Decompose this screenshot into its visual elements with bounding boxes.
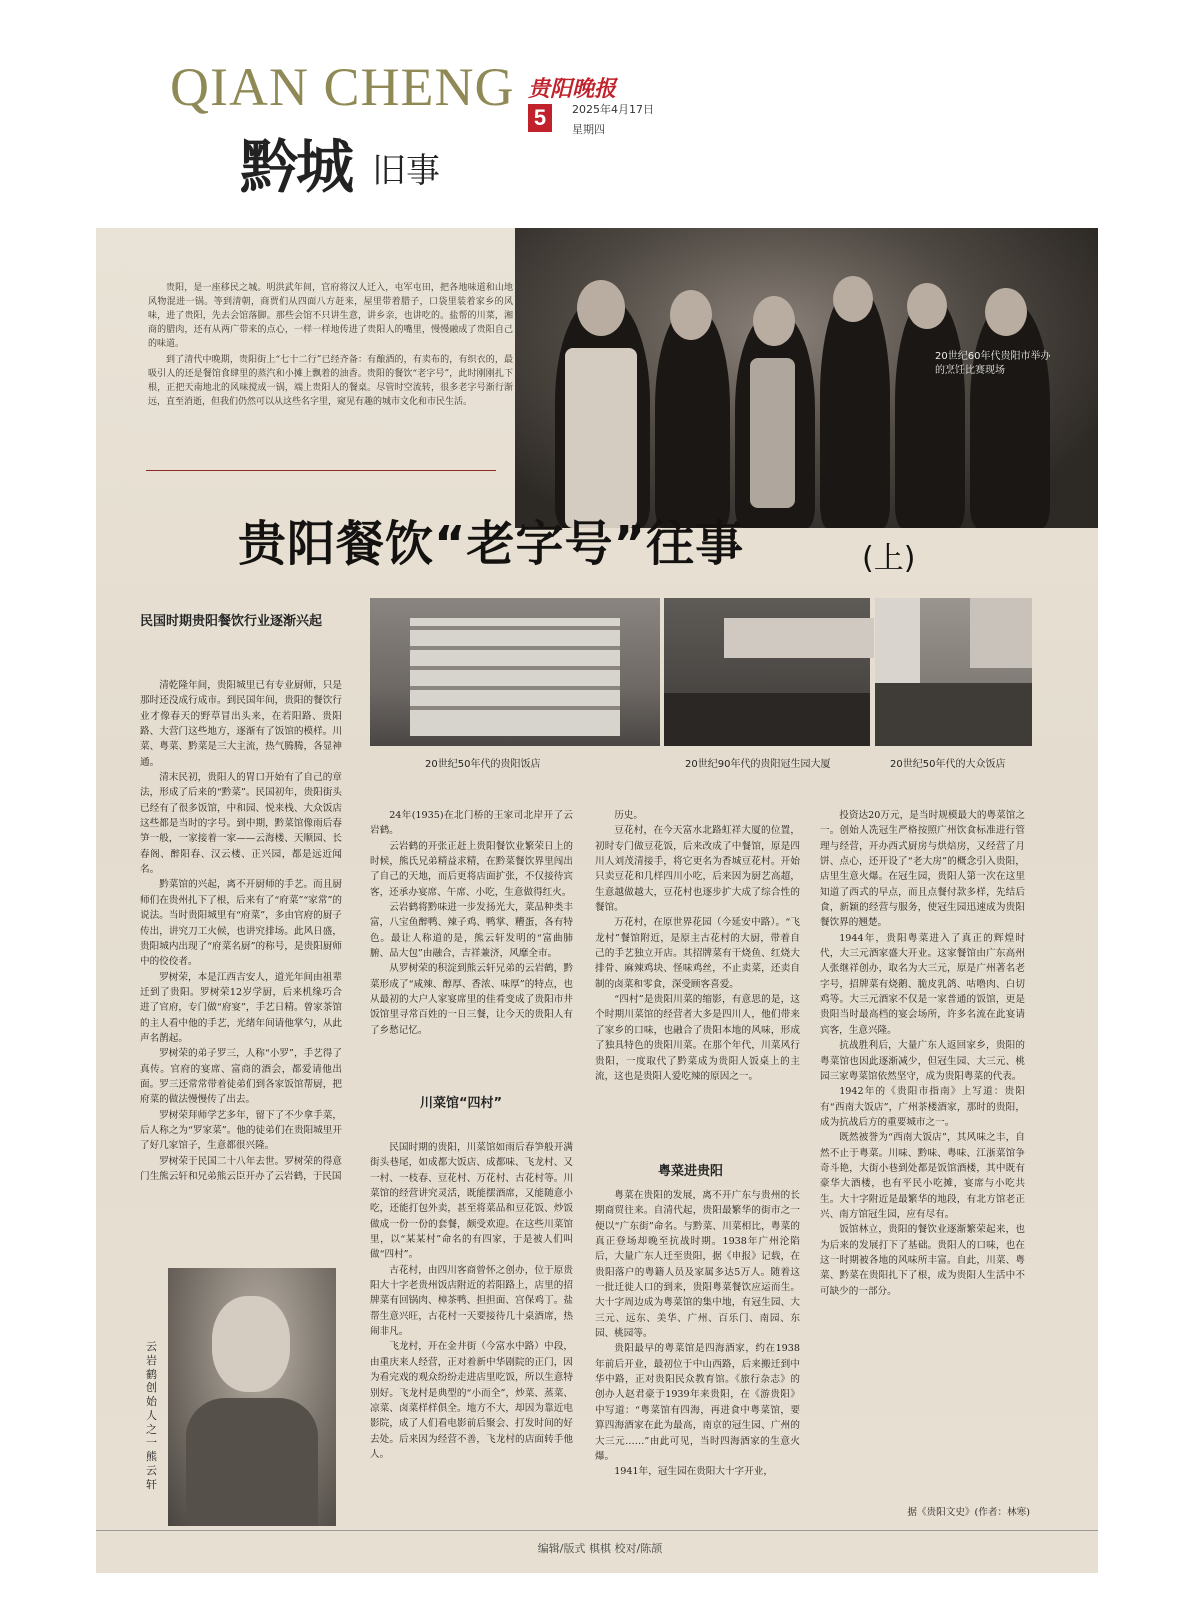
paragraph: “四村”是贵阳川菜的缩影，有意思的是，这个时期川菜馆的经营者大多是四川人，他们带来了家乡的口味，也融合了贵阳本地的风味，形成了独具特色的贵阳川菜。在那个年代，川菜风行贵阳，一度取代了黔菜成为贵阳人饭桌上的主流，这也是贵阳人爱吃辣的原因之一。 [595, 994, 800, 1082]
article-column-4 [820, 808, 1025, 1498]
paragraph: 古花村，由四川客商曾怀之创办，位于原贵阳大十字老贵州饭店附近的若阳路上，店里的招牌菜有回锅肉、樟茶鸭、担担面、宫保鸡丁。盐帮生意兴旺，古花村一天要接待几十桌酒席，热闹非凡。 [370, 1264, 573, 1338]
photo-caption: 20世纪50年代的大众饭店 [890, 759, 1006, 770]
paragraph: 清末民初，贵阳人的胃口开始有了自己的章法，形成了后来的“黔菜”。民国初年，贵阳街头已经有了很多饭馆，中和园、悦来栈、大众饭店这些都是当时的字号。到中期，黔菜馆像雨后春笋一般，一家接着一家——云海楼、天顺园、长春阁、醉阳春、汉云楼、正兴园，都是远近闻名。 [140, 772, 342, 876]
paragraph: 粤菜在贵阳的发展，离不开广东与贵州的长期商贸往来。自清代起，贵阳最繁华的街市之一便以“广东街”命名。与黔菜、川菜相比，粤菜的真正登场却晚至抗战时期。1938年广州沦陷后，大量广东人迁至贵阳，据《申报》记载，在贵阳落户的粤籍人员及家属多达5万人。随着这一批迁徙人口的到来，贵阳粤菜餐饮应运而生。大十字周边成为粤菜馆的集中地，有冠生园、大三元、远东、美华、广州、百乐门、南园、东园、桃园等。 [595, 1190, 800, 1340]
intro-text [148, 282, 513, 411]
column-subtitle: 旧事 [372, 151, 440, 191]
paragraph: 民国时期的贵阳，川菜馆如雨后春笋般开满街头巷尾，如成都大饭店、成都味、飞龙村、又一村、一枝春、豆花村、万花村、古花村等。川菜馆的经营讲究灵活，既能摆酒席，又能随意小吃，还能打包外卖，甚至将菜品和豆花饭、炒饭做成一份一份的套餐，颇受欢迎。在这些川菜馆里，以“某某村”命名的有四家，于是被人们叫做“四村”。 [370, 1142, 573, 1261]
intro-paragraph: 贵阳，是一座移民之城。明洪武年间，官府将汉人迁入，屯军屯田，把各地味道和山地风物混进一锅。等到清朝，商贾们从四面八方赶来，屋里带着腊子，口袋里装着家乡的风味，进了贵阳，先去会馆落脚。那些会馆不只讲生意，讲乡亲，也讲吃的。盐帮的川菜，湘商的腊肉，还有从两广带来的点心，一样一样地传进了贵阳人的嘴里，慢慢融成了贵阳自己的味道。 [148, 283, 513, 349]
column-name: 黔城 [240, 133, 353, 201]
photo-guanshengyuan-building [664, 598, 870, 746]
issue-date: 2025年4月17日 [572, 103, 654, 116]
paragraph: 投资达20万元，是当时规模最大的粤菜馆之一。创始人冼冠生严格按照广州饮食标准进行管理与经营，开办西式厨房与烘焙房，又经营了月饼、点心，还开设了“老大房”的概念引入贵阳，店里生意火爆。在冠生园，贵阳人第一次在这里知道了西式的早点，而且点餐付款多样，先结后食，新颖的经营与服务，使冠生园迅速成为贵阳餐饮界的翘楚。 [820, 810, 1025, 929]
paragraph: 黔菜馆的兴起，离不开厨师的手艺。而且厨师们在贵州扎下了根，后来有了“府菜”“家常”的说法。当时贵阳城里有“府菜”，多由官府的厨子传出，讲究刀工火候，也讲究排场。此风日盛，贵阳城内出现了“府菜名厨”的称号，是贵阳厨师中的佼佼者。 [140, 879, 342, 968]
paragraph: 1944年，贵阳粤菜进入了真正的辉煌时代，大三元酒家盛大开业。这家餐馆由广东高州人张继祥创办，取名为大三元，原是广州著名老字号，招牌菜有烧鹅、脆皮乳鸽、咕噜肉、白切鸡等。大三元酒家不仅是一家普通的饭馆，更是贵阳当时最高档的宴会场所，许多名流在此宴请宾客，生意兴隆。 [820, 932, 1025, 1036]
headline: 贵阳餐饮“老字号”往事 [238, 516, 745, 572]
section-title: 民国时期贵阳餐饮行业逐渐兴起 [140, 614, 323, 629]
paragraph: 万花村，在原世界花园（今延安中路）。“飞龙村”餐馆附近，是原主古花村的大厨，带着自己的手艺独立开店。其招牌菜有干烧鱼、红烧大排骨、麻辣鸡块、怪味鸡丝，不止卖菜，还卖自制的卤菜和零食，深受顾客喜爱。 [595, 917, 800, 990]
hero-photo [515, 228, 1098, 528]
photo-caption: 20世纪90年代的贵阳冠生园大厦 [685, 759, 831, 770]
portrait-photo [168, 1268, 336, 1526]
paragraph: 贵阳最早的粤菜馆是四海酒家，约在1938年前后开业，最初位于中山西路，后来搬迁到中华中路，正对贵阳民众教育馆。《旅行杂志》的创办人赵君豪于1939年来贵阳，在《游贵阳》中写道：“粤菜馆有四海，再进食中粤菜馆，要算四海酒家在此为最高，南京的冠生园、广州的大三元……”由此可见，当时四海酒家的生意火爆。 [595, 1343, 800, 1462]
article-column-3 [595, 808, 800, 1143]
paragraph: 1941年，冠生园在贵阳大十字开业， [614, 1466, 773, 1478]
section-title: 粤菜进贵阳 [658, 1164, 724, 1179]
paragraph: 1942年的《贵阳市指南》上写道：贵阳有“西南大饭店”，广州茶楼酒家，那时的贵阳，成为抗战后方的重要城市之一。 [820, 1086, 1025, 1128]
source-note: 据《贵阳文史》(作者：林寒) [907, 1507, 1030, 1518]
article-column-3b [595, 1188, 800, 1525]
paragraph: 飞龙村，开在金井街（今富水中路）中段，由重庆来人经营，正对着新中华剧院的正门，因为看完戏的观众纷纷走进店里吃饭，所以生意特别好。飞龙村是典型的“小而全”，炒菜、蒸菜、凉菜、卤菜样样俱全。地方不大，却因为靠近电影院，成了人们看电影前后聚会、打发时间的好去处。后来因为经营不善，飞龙村的店面转手他人。 [370, 1341, 573, 1460]
issue-weekday: 星期四 [572, 123, 605, 136]
article-column-2b [370, 1140, 573, 1525]
paragraph: 罗树荣的弟子罗三，人称“小罗”，手艺得了真传。官府的宴席、富商的酒会，都爱请他出面。罗三还常常带着徒弟们到各家饭馆帮厨，把府菜的做法慢慢传了出去。 [140, 1048, 342, 1106]
paragraph: 罗树荣，本是江西吉安人，道光年间由祖辈迁到了贵阳。罗树荣12岁学厨，后来机缘巧合进了官府，专门做“府宴”，手艺日精。曾家茶馆的主人看中他的手艺，光绪年间请他掌勺，从此声名鹊起。 [140, 971, 342, 1044]
article-column-1 [140, 678, 342, 1258]
paragraph: 云岩鹤的开张正赶上贵阳餐饮业繁荣日上的时候，熊氏兄弟精益求精，在黔菜餐饮界里闯出了自己的天地，而后更将店面扩张，不仅接待宾客，还承办宴席、午席、小吃，生意做得红火。 [370, 840, 573, 898]
paragraph: 云岩鹤将黔味进一步发扬光大，菜品种类丰富，八宝鱼醉鸭、辣子鸡、鸭掌、糟蛋，各有特色。最让人称道的是，熊云轩发明的“富曲肺腑、品大包”由融合，吉祥兼济，风靡全市。 [370, 902, 573, 960]
footer-divider [96, 1530, 1098, 1531]
page-number: 5 [528, 104, 552, 132]
article-column-2 [370, 808, 573, 1083]
section-title: 川菜馆“四村” [420, 1096, 503, 1111]
photo-caption: 20世纪50年代的贵阳饭店 [425, 759, 541, 770]
headline-part: (上) [862, 541, 916, 576]
paragraph: 既然被誉为“西南大饭店”，其风味之丰，自然不止于粤菜。川味、黔味、粤味、江浙菜馆争奇斗艳，大街小巷到处都是饭馆酒楼，其中既有豪华大酒楼，也有平民小吃摊，宴席与小吃共生。大十字附近是最繁华的地段，有北方馆老正兴、南方馆冠生园，应有尽有。 [820, 1132, 1025, 1220]
hero-caption: 20世纪60年代贵阳市举办的烹饪比赛现场 [935, 351, 1051, 376]
intro-paragraph: 到了清代中晚期，贵阳街上“七十二行”已经齐备：有酿酒的，有卖布的，有织衣的，最吸引人的还是餐馆食肆里的蒸汽和小摊上飘着的油香。贵阳的餐饮“老字号”，此时刚刚扎下根，正把天南地北的风味搅成一锅，端上贵阳人的餐桌。尽管时空流转，很多老字号渐行渐远，直至消逝，但我们仍然可以从这些名字里，窥见有趣的城市文化和市民生活。 [148, 354, 513, 407]
column-latin-title: QIAN CHENG [170, 57, 515, 117]
portrait-caption: 云岩鹤创始人之一熊云轩 [146, 1340, 157, 1491]
paragraph: 饭馆林立，贵阳的餐饮业逐渐繁荣起来，也为后来的发展打下了基础。贵阳人的口味，也在这一时期被各地的风味所丰富。自此，川菜、粤菜、黔菜在贵阳扎下了根，成为贵阳人生活中不可缺少的一部分。 [820, 1224, 1025, 1297]
paragraph: 历史。 [614, 810, 643, 821]
paragraph: 清乾隆年间，贵阳城里已有专业厨师，只是那时还没成行成市。到民国年间，贵阳的餐饮行业才像春天的野草冒出头来，在若阳路、贵阳路、大营门这些地方，逐渐有了饭馆的模样。川菜、粤菜、黔菜是三大主流，热气腾腾，各显神通。 [140, 680, 342, 768]
intro-divider [146, 470, 496, 471]
photo-guiyang-hotel [370, 598, 660, 746]
paragraph: 24年(1935)在北门桥的王家司北岸开了云岩鹤。 [370, 810, 573, 837]
paragraph: 豆花村，在今天富水北路虹祥大厦的位置，初时专门做豆花饭，后来改成了中餐馆，原是四川人刘茂清接手，将它更名为香城豆花村。开始只卖豆花和几样四川小吃，后来因为厨艺高超，生意越做越大，豆花村也逐步扩大成了综合性的餐馆。 [595, 825, 800, 914]
paragraph: 罗树荣拜师学艺多年，留下了不少拿手菜，后人称之为“罗家菜”。他的徒弟们在贵阳城里开了好几家馆子，生意都很兴隆。 [140, 1109, 342, 1152]
newspaper-logo: 贵阳晚报 [528, 76, 617, 102]
photo-dazhong-restaurant [875, 598, 1032, 746]
paragraph: 抗战胜利后，大量广东人返回家乡，贵阳的粤菜馆也因此逐渐减少，但冠生园、大三元、桃园三家粤菜馆依然坚守，成为贵阳粤菜的代表。 [820, 1040, 1025, 1082]
paragraph: 罗树荣于民国二十八年去世。罗树荣的得意门生熊云轩和兄弟熊云臣开办了云岩鹤，于民国 [140, 1155, 342, 1182]
paragraph: 从罗树荣的积淀到熊云轩兄弟的云岩鹤，黔菜形成了“咸辣、醇厚、香浓、味厚”的特点，也从最初的大户人家宴席里的佳肴变成了贵阳市井饭馆里寻常百姓的一日三餐，让今天的贵阳人有了乡愁记忆。 [370, 963, 573, 1036]
footer-credits: 编辑/版式 棋棋 校对/陈颉 [537, 1542, 663, 1555]
